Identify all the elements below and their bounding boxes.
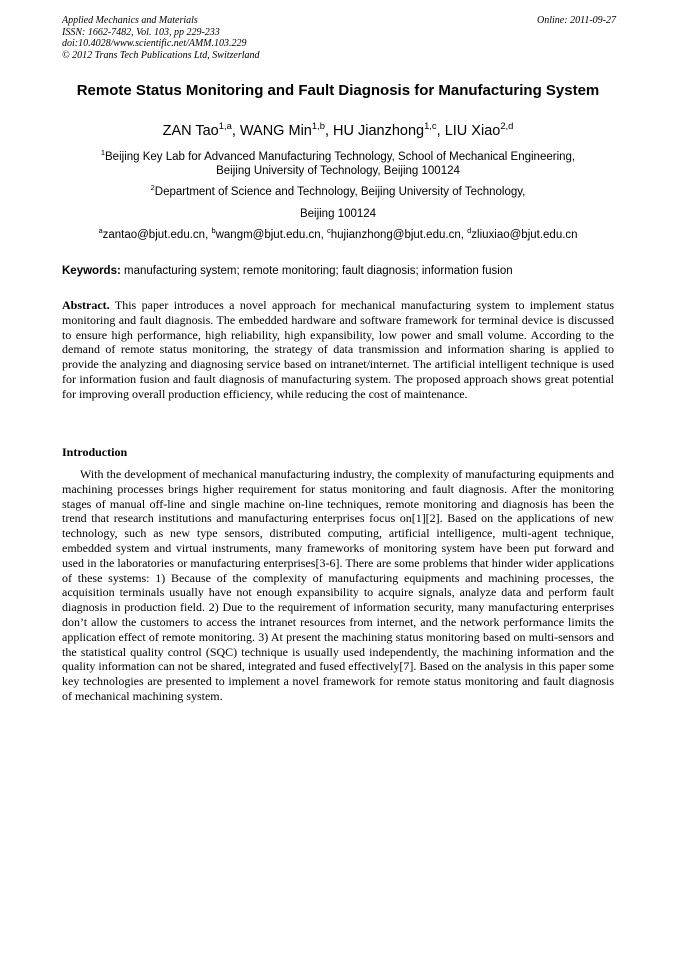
- journal-header: [62, 15, 260, 61]
- author-sup: 1,b: [311, 120, 325, 132]
- keywords-text: manufacturing system; remote monitoring; fault diagnosis; information fusion: [124, 265, 513, 277]
- author-name: LIU Xiao: [444, 123, 501, 139]
- email-address: zliuxiao@bjut.edu.cn: [471, 229, 578, 241]
- journal-issn: ISSN: 1662-7482, Vol. 103, pp 229-233: [62, 26, 220, 38]
- email-address: hujianzhong@bjut.edu.cn: [330, 229, 461, 241]
- author-sup: 1,a: [218, 120, 232, 132]
- affiliation-line: Department of Science and Technology, Beijing University of Technology,: [154, 186, 526, 198]
- email-list: $^a$zantao@bjut.edu.cn, $^b$wangm@bjut.edu.cn, $^c$hujianzhong@bjut.edu.cn, $^d$zliuxiao@bjut.edu.cn: [98, 226, 578, 241]
- section-heading-introduction: Introduction: [62, 445, 128, 459]
- email-sup: b: [211, 226, 216, 236]
- author-name: WANG Min: [239, 123, 312, 139]
- affiliation-line: Beijing 100124: [299, 208, 377, 220]
- paper-title: Remote Status Monitoring and Fault Diagnosis for Manufacturing System: [76, 82, 600, 99]
- author-sup: 2,d: [500, 120, 514, 132]
- keywords: [62, 264, 614, 278]
- affiliation-2: [62, 185, 614, 221]
- online-date: Online: 2011-09-27: [537, 15, 616, 26]
- journal-copyright: © 2012 Trans Tech Publications Ltd, Switzerland: [62, 49, 260, 61]
- author-name: HU Jianzhong: [333, 123, 425, 139]
- abstract-label: Abstract.: [62, 298, 110, 312]
- author-sup: 1,c: [424, 120, 437, 132]
- abstract-text: This paper introduces a novel approach for mechanical manufacturing system to implement status monitoring and fault diagnosis. The embedded hardware and software framework for terminal device is discussed to ensure high performance, high reliability, high expansibility, low power and small volume. According to the demand of remote status monitoring, the strategy of data transmission and information sharing is applied to provide the analyzing and diagnosing service based on intranet/internet. The artificial intelligent technique is used for information fusion and fault diagnosis of manufacturing system. The proposed approach shows great potential for improving overall production efficiency, while reducing the cost of maintenance.: [62, 298, 614, 401]
- affiliation-1: [62, 150, 614, 178]
- journal-name: Applied Mechanics and Materials: [62, 15, 198, 26]
- abstract: [62, 298, 614, 402]
- author-name: ZAN Tao: [162, 123, 219, 139]
- introduction-paragraph: With the development of mechanical manufacturing industry, the complexity of manufacturing equipments and machining processes brings higher requirement for status monitoring and fault diagnosis. After the monitoring stages of manual off-line and single machine on-line techniques, remote monitoring and diagnosis has been the trend that research institutions and manufacturing enterprises focus on[1][2]. Based on the applications of new technology, such as new type sensors, distributed computing, artificial intelligence, multi-agent technique, embedded system and virtual instruments, many frameworks of monitoring system have been put forward and used in the laboratories or manufacturing enterprises[3-6]. There are some problems that hinder wider applications of these systems: 1) Because of the complexity of manufacturing equipments and machining processes, the acquisition terminals usually have not enough expansibility to acquire signals, analyze data and perform fault diagnosis in production field. 2) Due to the requirement of information security, many manufacturing enterprises don’t allow the customers to access the intranet resources from internet, and the network performance limits the application effect of remote monitoring. 3) At present the machining status monitoring based on multi-sensors and the statistical quality control (SQC) technique is usually used independently, the machining information and the quality information can not be shared, integrated and fused effectively[7]. Based on the analysis in this paper some key technologies are presented to implement a novel framework for remote status monitoring and fault diagnosis of mechanical machining system.: [62, 467, 614, 703]
- email-address: zantao@bjut.edu.cn: [102, 229, 206, 241]
- affiliation-sup: 2: [150, 183, 155, 193]
- affiliation-sup: 1: [100, 148, 106, 158]
- email-sup: d: [467, 226, 472, 236]
- email-sup: a: [98, 226, 103, 236]
- affiliation-line: Beijing University of Technology, Beijing 100124: [216, 165, 460, 177]
- email-address: wangm@bjut.edu.cn: [215, 229, 321, 241]
- affiliation-line: Beijing Key Lab for Advanced Manufacturing Technology, School of Mechanical Engineering,: [105, 151, 576, 163]
- email-sup: c: [327, 226, 331, 236]
- author-list: ZAN Tao$^{1,a}$, WANG Min$^{1,b}$, HU Jianzhong$^{1,c}$, LIU Xiao$^{2,d}$: [162, 120, 514, 139]
- keywords-label: Keywords:: [62, 265, 121, 277]
- journal-doi: doi:10.4028/www.scientific.net/AMM.103.229: [62, 38, 247, 49]
